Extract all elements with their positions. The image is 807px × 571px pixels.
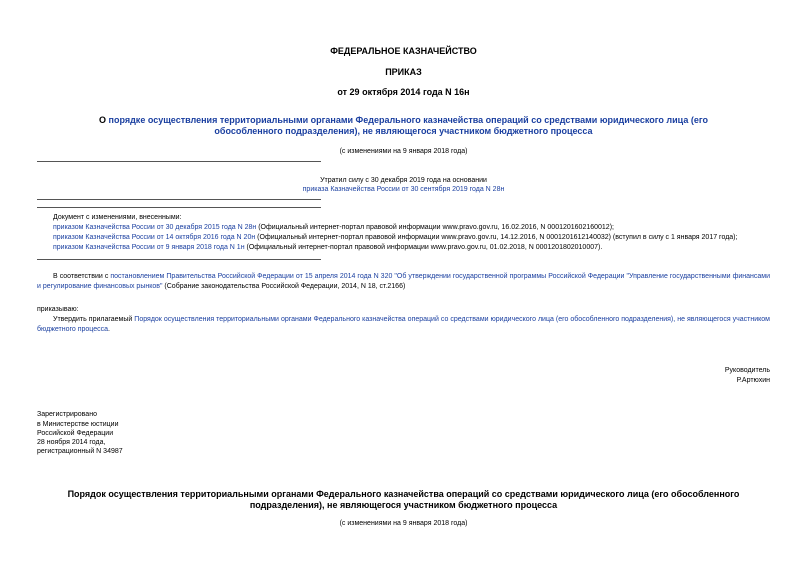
registration-line: регистрационный N 34987: [37, 448, 123, 455]
preamble-paragraph: [37, 272, 770, 292]
document-date-number: от 29 октября 2014 года N 16н: [337, 87, 470, 97]
expired-line: Утратил силу с 30 декабря 2019 года на основании: [320, 177, 487, 184]
expired-link[interactable]: приказа Казначейства России от 30 сентября 2019 года N 28н: [302, 186, 505, 193]
divider: [37, 207, 321, 208]
approve-end: .: [108, 326, 110, 333]
approve-start: Утвердить прилагаемый: [53, 316, 135, 323]
signature-role: Руководитель: [724, 367, 770, 374]
divider: [37, 199, 321, 200]
title-link[interactable]: порядке осуществления территориальными органами Федерального казначейства операций со средствами юридического лица (его обособленного подразделения), не являющегося участником бюджетного процесса: [108, 115, 708, 136]
registration-line: в Министерстве юстиции: [37, 421, 119, 428]
preamble-end: (Собрание законодательства Российской Федерации, 2014, N 18, ст.2166): [162, 283, 406, 290]
amendment-link[interactable]: приказом Казначейства России от 30 декабря 2015 года N 28н: [53, 224, 257, 231]
approve-link[interactable]: Порядок осуществления территориальными органами Федерального казначейства операций со средствами юридического лица (его обособленного подразделения), не являющегося участником бюджетного процесса: [37, 316, 770, 333]
preamble-link[interactable]: постановлением Правительства Российской Федерации от 15 апреля 2014 года N 320 "Об утверждении государственной программы Российской Федерации "Управление государственными финансами и регулирование финансовых рынков": [37, 273, 770, 290]
preamble-start: В соответствии с: [53, 273, 111, 280]
amendment-link[interactable]: приказом Казначейства России от 9 января 2018 года N 1н: [53, 244, 245, 251]
agency-name: ФЕДЕРАЛЬНОЕ КАЗНАЧЕЙСТВО: [330, 46, 477, 56]
revision-note: (с изменениями на 9 января 2018 года): [339, 148, 468, 155]
amendment-details: (Официальный интернет-портал правовой информации www.pravo.gov.ru, 14.12.2016, N 0001201612140032) (вступил в силу с 1 января 2017 года);: [255, 234, 738, 241]
amendment-item: [53, 233, 773, 243]
approve-paragraph: [37, 315, 770, 335]
registration-line: Зарегистрировано: [37, 411, 97, 418]
amendments-intro: Документ с изменениями, внесенными:: [53, 214, 182, 221]
annex-title: Порядок осуществления территориальными органами Федерального казначейства операций со средствами юридического лица (его обособленного подразделения), не являющегося участником бюджетного процесса: [67, 489, 740, 510]
amendment-details: (Официальный интернет-портал правовой информации www.pravo.gov.ru, 16.02.2016, N 0001201602160012);: [256, 224, 614, 231]
amendment-link[interactable]: приказом Казначейства России от 14 октября 2016 года N 20н: [53, 234, 256, 241]
amendment-details: (Официальный интернет-портал правовой информации www.pravo.gov.ru, 01.02.2018, N 0001201802010007).: [244, 244, 603, 251]
divider: [37, 259, 321, 260]
annex-revision-note: (с изменениями на 9 января 2018 года): [339, 520, 468, 527]
document-title: [70, 115, 737, 137]
amendment-item: [53, 243, 773, 253]
document-type: ПРИКАЗ: [385, 67, 422, 77]
amendment-item: [53, 223, 773, 233]
signature-name: Р.Артюхин: [736, 377, 770, 384]
order-word: приказываю:: [37, 306, 79, 313]
registration-line: Российской Федерации: [37, 430, 114, 437]
title-prefix: О: [99, 115, 109, 125]
registration-line: 28 ноября 2014 года,: [37, 439, 106, 446]
divider: [37, 161, 321, 162]
